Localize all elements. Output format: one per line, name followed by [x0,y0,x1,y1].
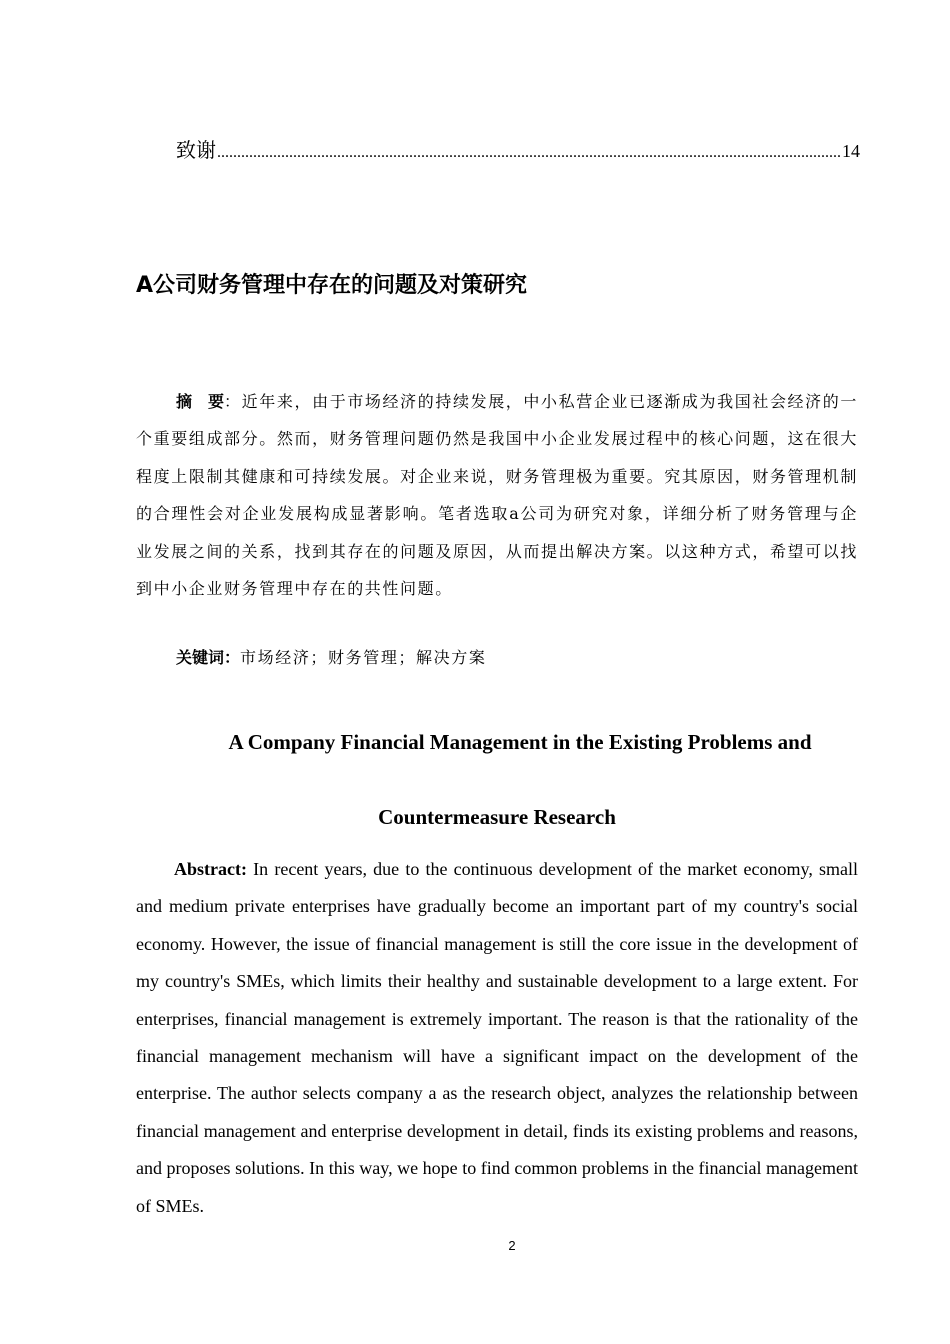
english-abstract-label: Abstract: [174,859,247,879]
toc-entry-acknowledgements[interactable] [176,134,860,163]
english-abstract-text: In recent years, due to the continuous development of the market economy, small and medium private enterprises have gradually become an important part of my country's social economy. However, the issue of financial management is still the core issue in the development of my country's SMEs, which limits their healthy and sustainable development to a large extent. For enterprises, financial management is extremely important. The reason is that the rationality of the financial management mechanism will have a significant impact on the development of the enterprise. The author selects company a as the research object, analyzes the relationship between financial management and enterprise development in detail, finds its existing problems and reasons, and proposes solutions. In this way, we hope to find common problems in the financial management of SMEs. [136,859,858,1216]
chinese-title: A公司财务管理中存在的问题及对策研究 [136,273,528,298]
chinese-keywords [176,645,486,668]
english-abstract [136,851,858,1225]
toc-leader-dots [217,144,841,162]
chinese-abstract [136,383,858,607]
chinese-keywords-text: 市场经济；财务管理；解决方案 [240,648,487,667]
english-title-line-2: Countermeasure Research [378,805,616,829]
english-title-line-1: A Company Financial Management in the Existing Problems and [228,730,812,754]
page-number: 2 [508,1238,516,1253]
chinese-abstract-text: 近年来，由于市场经济的持续发展，中小私营企业已逐渐成为我国社会经济的一个重要组成部分。然而，财务管理问题仍然是我国中小企业发展过程中的核心问题，这在很大程度上限制其健康和可持续发展。对企业来说，财务管理极为重要。究其原因，财务管理机制的合理性会对企业发展构成显著影响。笔者选取a公司为研究对象，详细分析了财务管理与企业发展之间的关系，找到其存在的问题及原因，从而提出解决方案。以这种方式，希望可以找到中小企业财务管理中存在的共性问题。 [136,392,858,599]
chinese-abstract-colon: ： [224,392,242,411]
chinese-abstract-label: 摘 要 [176,392,225,411]
toc-entry-page-number: 14 [842,141,860,161]
toc-entry-label: 致谢 [176,138,216,162]
chinese-keywords-label: 关键词： [176,648,241,667]
